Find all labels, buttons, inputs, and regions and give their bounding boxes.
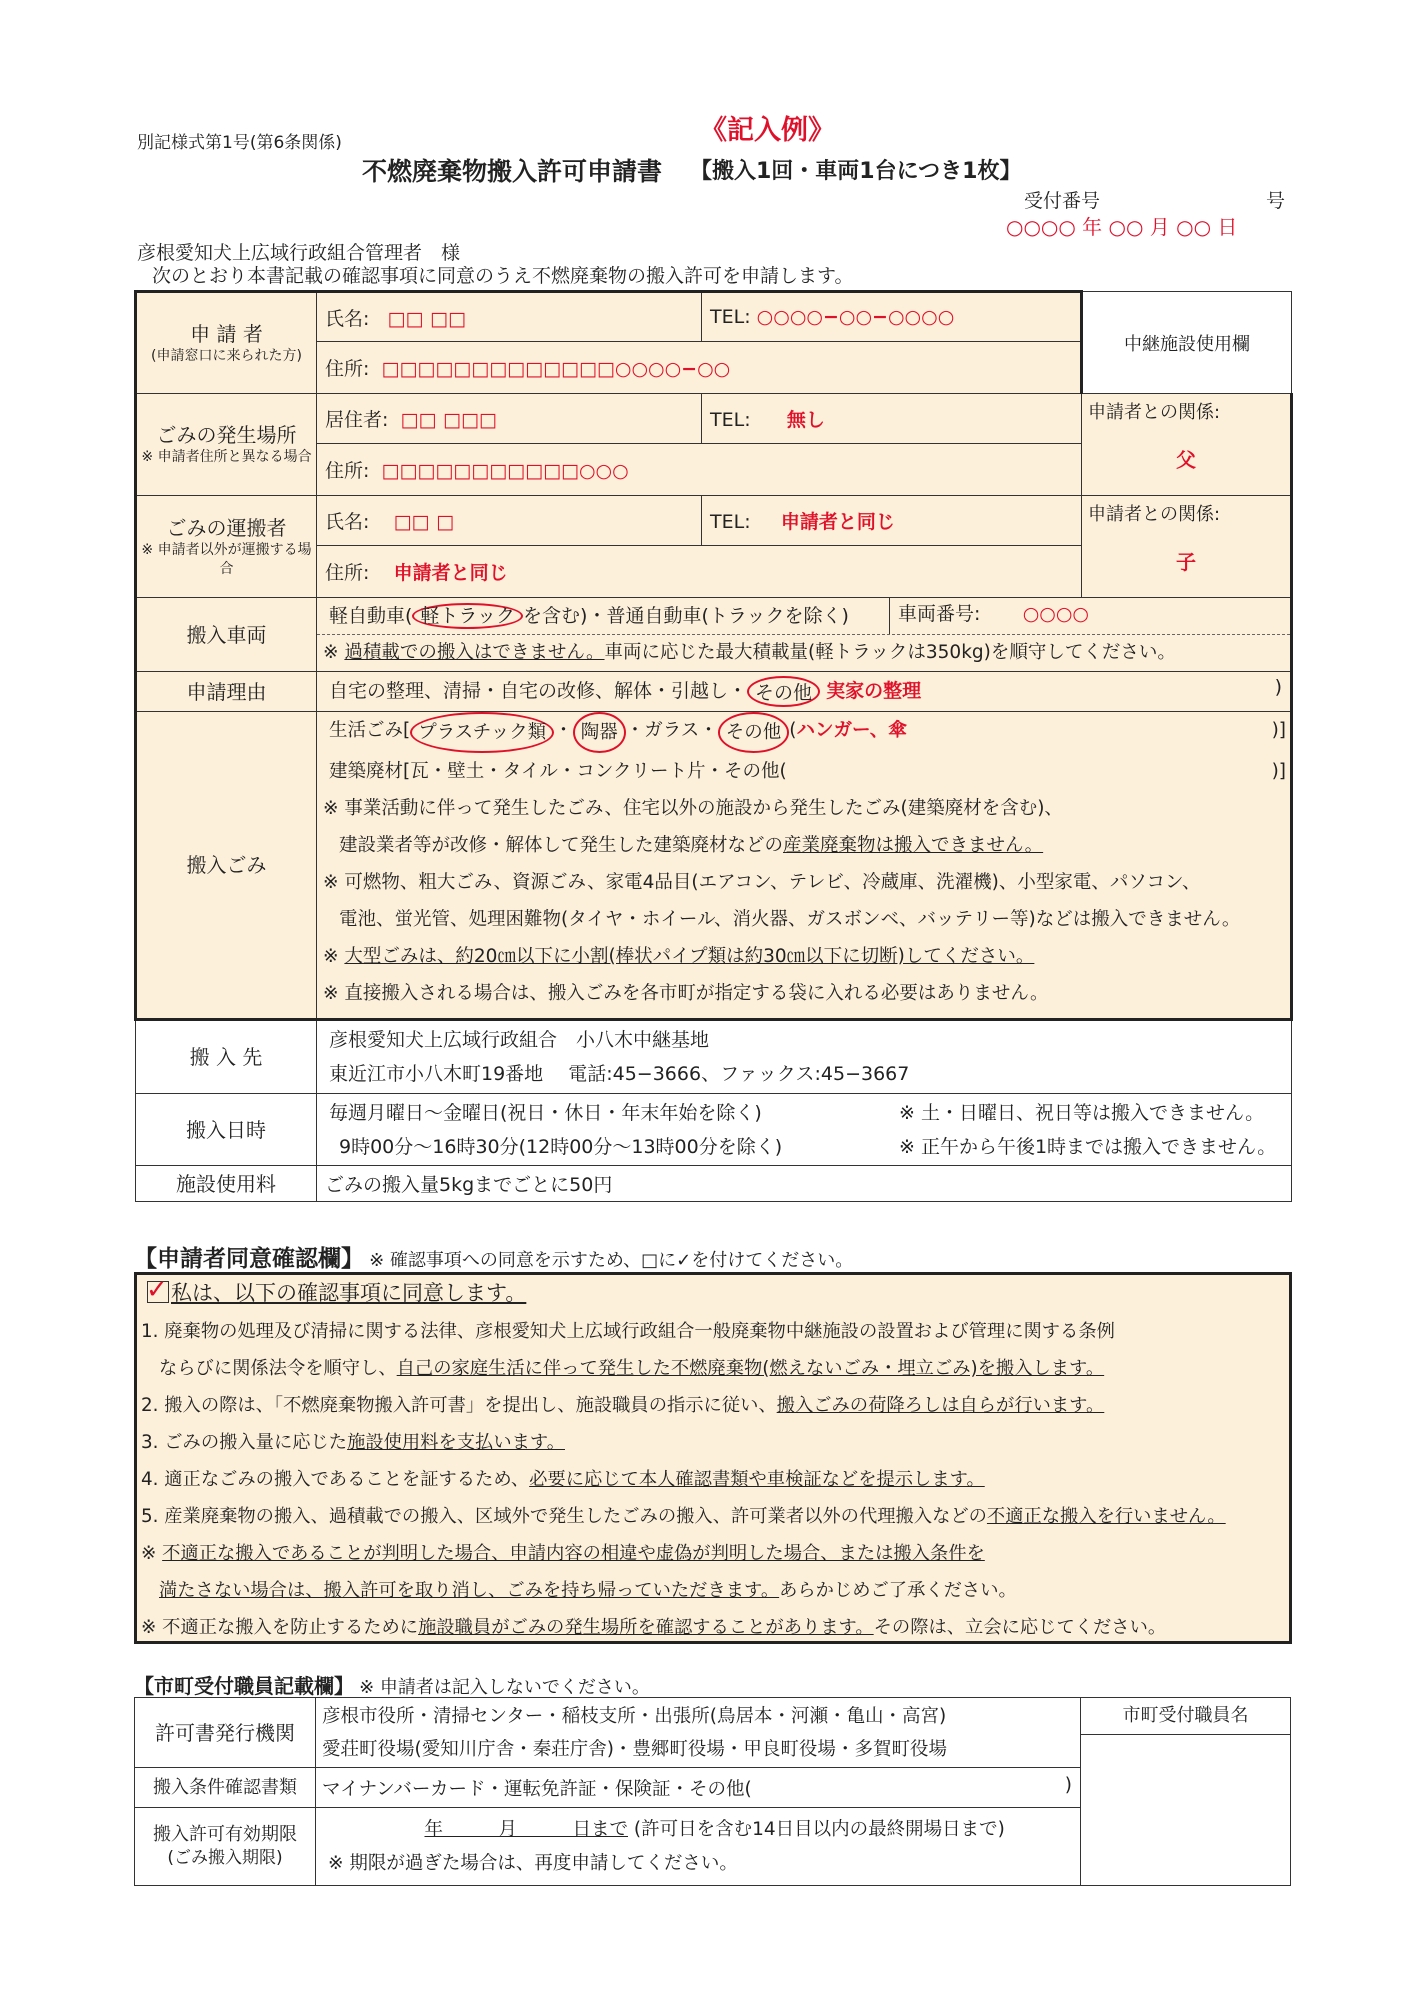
addressee: 彦根愛知犬上広域行政組合管理者 様 [137,242,461,264]
validity-cell[interactable] [316,1808,1081,1886]
applicant-label: 申 請 者 (申請窓口に来られた方) [136,292,317,394]
vehicle-options[interactable]: 軽自動車( 軽トラック を含む)・普通自動車(トラックを除く) [329,605,849,627]
waste-circled-other: その他 [718,712,790,753]
applicant-tel-field[interactable]: TEL: ○○○○−○○−○○○○ [702,292,1082,342]
relay-facility-cell: 中継施設使用欄 [1082,292,1292,394]
waste-note-2b: 電池、蛍光管、処理困難物(タイヤ・ホイール、消火器、ガスボンベ、バッテリー等)などは搬入できません。 [339,909,1241,930]
origin-tel-value: 無し [786,409,825,431]
consent-agree-row[interactable] [137,1275,1289,1313]
reason-options[interactable]: 自宅の整理、清掃・自宅の改修、解体・引越し・ その他 実家の整理 ) [317,672,1292,712]
consent-item-3: 3. ごみの搬入量に応じた施設使用料を支払います。 [141,1432,565,1453]
schedule-note-2: ※ 正午から午後1時までは搬入できません。 [899,1135,1277,1158]
form-number: 別記様式第1号(第6条関係) [137,133,342,153]
origin-relation-value: 父 [1176,448,1196,472]
origin-name-value: □□ □□□ [400,409,497,431]
waste-circled-plastic: プラスチック類 [410,712,554,753]
carrier-relation-field[interactable]: 申請者との関係: 子 [1082,496,1292,598]
waste-note-4: ※ 直接搬入される場合は、搬入ごみを各市町が指定する袋に入れる必要はありません。 [323,983,1049,1004]
waste-note-3: ※ 大型ごみは、約20㎝以下に小割(棒状パイプ類は約30㎝以下に切断)してください。 [323,946,1035,967]
reason-value: 実家の整理 [826,680,922,702]
destination-cell [317,1020,1292,1094]
vehicle-label: 搬入車両 [136,598,317,672]
waste-other-value: ハンガー、傘 [796,720,907,741]
consent-heading: 【申請者同意確認欄】 [134,1246,364,1272]
issuer-cell[interactable] [316,1698,1081,1768]
receipt-number-suffix: 号 [1266,190,1286,212]
title-note: 【搬入1回・車両1台につき1枚】 [690,159,1022,184]
staff-heading-note: ※ 申請者は記入しないでください。 [359,1677,650,1698]
origin-label: ごみの発生場所 ※ 申請者住所と異なる場合 [136,394,317,496]
vehicle-cell [317,598,1292,672]
issuer-label: 許可書発行機関 [135,1698,316,1768]
carrier-name-field[interactable]: 氏名: □□ □ [317,496,702,546]
schedule-cell [317,1094,1292,1166]
intro-text: 次のとおり本書記載の確認事項に同意のうえ不燃廃棄物の搬入許可を申請します。 [152,265,854,287]
schedule-line-1: 毎週月曜日〜金曜日(祝日・休日・年末年始を除く) [329,1101,762,1124]
doc-check-label: 搬入条件確認書類 [135,1768,316,1808]
consent-item-4: 4. 適正なごみの搬入であることを証するため、必要に応じて本人確認書類や車検証などを提示します。 [141,1469,985,1490]
reason-circled-option: その他 [747,676,820,707]
destination-line-2: 東近江市小八木町19番地 電話:45−3666、ファックス:45−3667 [329,1063,910,1085]
carrier-tel-field[interactable]: TEL: 申請者と同じ [702,496,1082,546]
applicant-tel-value: ○○○○−○○−○○○○ [756,306,955,328]
example-label: 《記入例》 [700,115,835,146]
carrier-label: ごみの運搬者 ※ 申請者以外が運搬する場合 [136,496,317,598]
waste-household-options[interactable]: 生活ごみ[ プラスチック類 ・ 陶器 ・ガラス・ その他 ( ハンガー、傘 )] [317,712,1290,753]
staff-name-cell[interactable] [1081,1698,1291,1886]
waste-construction-options[interactable]: 建築廃材[瓦・壁土・タイル・コンクリート片・その他( )] [329,761,1286,782]
staff-heading: 【市町受付職員記載欄】 [134,1674,354,1698]
applicant-address-field[interactable]: 住所: □□□□□□□□□□□□□○○○○−○○ [317,342,1082,394]
staff-table [134,1697,1291,1886]
consent-heading-row [134,1240,853,1273]
consent-item-1a: 1. 廃棄物の処理及び清掃に関する法律、彦根愛知犬上広域行政組合一般廃棄物中継施設の設置および管理に関する条例 [141,1321,1115,1342]
check-icon: ✓ [146,1275,168,1305]
carrier-address-field[interactable]: 住所: 申請者と同じ [317,546,1082,598]
schedule-label: 搬入日時 [136,1094,317,1166]
carrier-name-value: □□ □ [393,511,455,533]
consent-agree-text: 私は、以下の確認事項に同意します。 [171,1281,527,1305]
origin-name-field[interactable]: 居住者: □□ □□□ [317,394,702,444]
origin-tel-field[interactable]: TEL: 無し [702,394,1082,444]
validity-date: 年 月 日まで [424,1818,628,1840]
carrier-address-value: 申請者と同じ [393,562,508,584]
staff-heading-row [134,1670,650,1699]
waste-note-1a: ※ 事業活動に伴って発生したごみ、住宅以外の施設から発生したごみ(建築廃材を含む)、 [323,798,1063,819]
validity-note: (許可日を含む14日目以内の最終開場日まで) [633,1818,1005,1840]
issuer-line-2: 愛荘町役場(愛知川庁舎・秦荘庁舎)・豊郷町役場・甲良町役場・多賀町役場 [322,1738,947,1760]
consent-box [134,1272,1292,1644]
vehicle-number-field[interactable]: 車両番号: ○○○○ [889,598,1290,634]
origin-relation-field[interactable]: 申請者との関係: 父 [1082,394,1292,496]
destination-label: 搬 入 先 [136,1020,317,1094]
schedule-note-1: ※ 土・日曜日、祝日等は搬入できません。 [899,1101,1265,1124]
receipt-number-label: 受付番号 [1024,190,1101,212]
date-value: ○○○○ 年 ○○ 月 ○○ 日 [1006,215,1238,239]
consent-item-2: 2. 搬入の際は、「不燃廃棄物搬入許可書」を提出し、施設職員の指示に従い、搬入ごみの荷降ろしは自らが行います。 [141,1395,1105,1416]
schedule-line-2: 9時00分〜16時30分(12時00分〜13時00分を除く) [339,1135,783,1158]
carrier-tel-value: 申請者と同じ [780,511,895,533]
fee-value: ごみの搬入量5kgまでごとに50円 [317,1166,1292,1202]
carrier-relation-value: 子 [1176,550,1196,574]
waste-note-2a: ※ 可燃物、粗大ごみ、資源ごみ、家電4品目(エアコン、テレビ、冷蔵庫、洗濯機)、小型家電、パソコン、 [323,872,1201,893]
waste-circled-ceramic: 陶器 [573,712,626,753]
consent-item-5: 5. 産業廃棄物の搬入、過積載での搬入、区域外で発生したごみの搬入、許可業者以外の代理搬入などの不適正な搬入を行いません。 [141,1506,1226,1527]
validity-line-2: ※ 期限が過ぎた場合は、再度申請してください。 [328,1852,738,1874]
application-table [134,290,1293,1202]
consent-note-1a: ※ 不適正な搬入であることが判明した場合、申請内容の相違や虚偽が判明した場合、または搬入条件を [141,1543,985,1564]
staff-name-label: 市町受付職員名 [1081,1698,1290,1735]
consent-note-2: ※ 不適正な搬入を防止するために施設職員がごみの発生場所を確認することがあります。その際は、立会に応じてください。 [141,1617,1167,1638]
origin-address-value: □□□□□□□□□□□○○○ [381,460,629,482]
validity-label: 搬入許可有効期限 (ごみ搬入期限) [135,1808,316,1886]
vehicle-note: ※ 過積載での搬入はできません。車両に応じた最大積載量(軽トラックは350kg)を順守してください。 [323,642,1176,663]
waste-label: 搬入ごみ [136,712,317,1020]
page-title: 不燃廃棄物搬入許可申請書 [362,157,663,186]
consent-checkbox[interactable] [146,1275,169,1305]
doc-check-cell[interactable]: マイナンバーカード・運転免許証・保険証・その他( ) [316,1768,1081,1808]
applicant-address-value: □□□□□□□□□□□□□○○○○−○○ [381,358,731,380]
waste-cell [317,712,1292,1020]
applicant-name-field[interactable]: 氏名: □□ □□ [317,292,702,342]
waste-note-1b: 建設業者等が改修・解体して発生した建築廃材などの産業廃棄物は搬入できません。 [339,835,1044,856]
vehicle-circled-option: 軽トラック [412,603,523,629]
reason-label: 申請理由 [136,672,317,712]
issuer-line-1: 彦根市役所・清掃センター・稲枝支所・出張所(鳥居本・河瀬・亀山・高宮) [322,1705,947,1727]
fee-label: 施設使用料 [136,1166,317,1202]
applicant-name-value: □□ □□ [387,307,466,330]
origin-address-field[interactable]: 住所: □□□□□□□□□□□○○○ [317,444,1082,496]
vehicle-number-value: ○○○○ [1022,603,1090,625]
destination-line-1: 彦根愛知犬上広域行政組合 小八木中継基地 [329,1029,710,1051]
consent-note-1b: 満たさない場合は、搬入許可を取り消し、ごみを持ち帰っていただきます。あらかじめご了承ください。 [159,1580,1017,1601]
consent-heading-note: ※ 確認事項への同意を示すため、□に✓を付けてください。 [369,1250,854,1271]
consent-item-1b: ならびに関係法令を順守し、自己の家庭生活に伴って発生した不燃廃棄物(燃えないごみ・埋立ごみ)を搬入します。 [159,1358,1105,1379]
